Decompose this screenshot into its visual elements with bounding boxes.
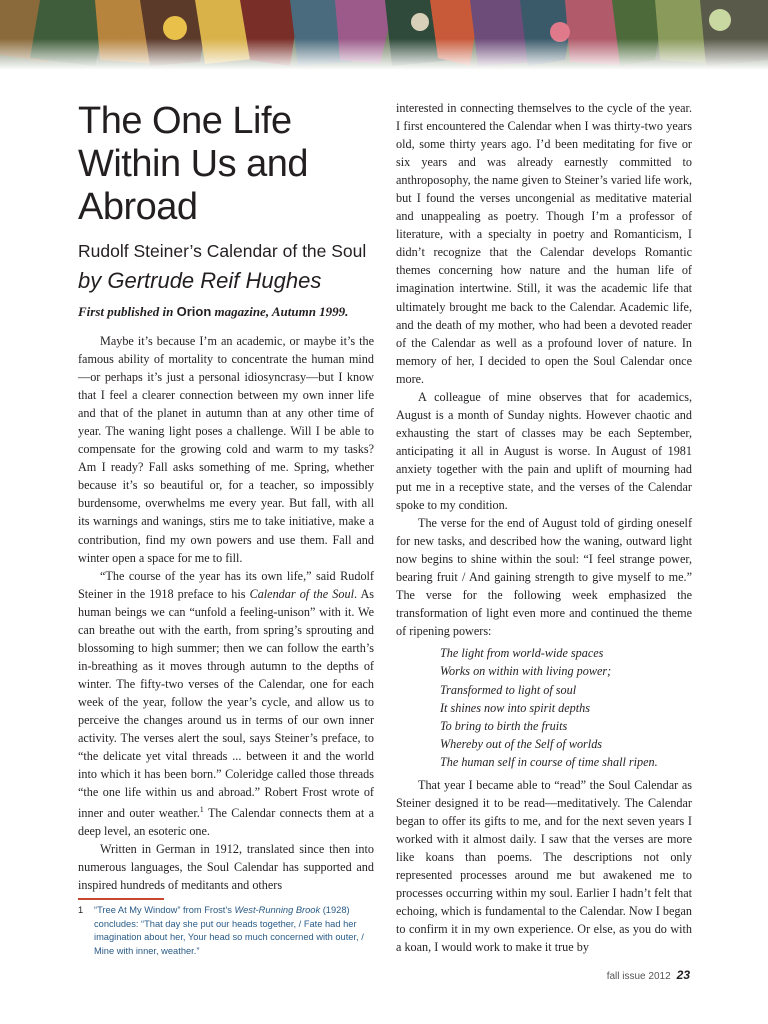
footnote-divider <box>78 898 164 900</box>
footnote-book-title: West-Running Brook <box>234 905 321 915</box>
footnote-text-part: (1928) concludes: “That day she put our heads together, / Fate had her imagination about her, Your head so much concerned with outer, / Mine with inner, weather.” <box>94 905 364 956</box>
body-paragraph <box>78 567 374 841</box>
body-paragraph: interested in connecting themselves to the cycle of the year. I first encountered the Calendar when I was thirty-two years old, some thirty years ago. I’d been meditating for five or six years and was already earnestly committed to anthroposophy, the name given to Steiner’s varied life work, but I found the verses uncongenial as meditative material and unappealing as poetry. Though I’m a professor of literature, with a specialty in poetry and Romanticism, I didn’t recognize that the Calendar develops Romantic themes concerning how nature and the human life of imagination intertwine. Still, it was the academic life that ultimately brought me back to the Calendar. Academic life, and the death of my mother, who had been a devoted reader of the Calendar as well as a profound lover of nature. In memory of her, I decided to open the Soul Calendar once more. <box>396 101 692 386</box>
body-column-right <box>396 99 692 956</box>
page-number: 23 <box>676 968 690 982</box>
verse-line: To bring to birth the fruits <box>440 718 568 733</box>
verse-line: The human self in course of time shall ripen. <box>440 754 658 769</box>
paragraph-text: “The course of the year has its own life,” said Rudolf Steiner in the 1918 preface to his <box>78 568 374 601</box>
page-folio <box>607 968 690 982</box>
body-paragraph: A colleague of mine observes that for academics, August is a month of Sunday nights. However chaotic and exhausting the start of classes may be each September, anticipating it all in August is worse. In August of 1981 anxiety together with the pain and uplift of mourning had put me in a receptive state, and the verses of the Calendar spoke to my condition. <box>396 389 692 513</box>
article-title <box>78 100 378 229</box>
footnote-marker[interactable]: 1 <box>199 805 204 815</box>
title-line-3: Abroad <box>78 186 198 228</box>
verse-line: It shines now into spirit depths <box>440 700 590 715</box>
publication-suffix: magazine, Autumn 1999. <box>211 304 349 319</box>
title-line-2: Within Us and <box>78 143 309 185</box>
paragraph-text: . As human beings we can “unfold a feeling-unison” with it. We can breathe out with the earth, from spring’s sprouting and blossoming to high summer; then we can follow the earth’s in-breathing as it moves through autumn to the depths of winter. The fifty-two verses of the Calendar, one for each week of the year, follow the year’s cycle, and allow us to perceive the changes around us in terms of our own inner activity. The verses alert the soul, says Steiner’s preface, to “the delicate yet vital threads ... between it and the world into which it has been born.” Coleridge called those threads “the one life within us and abroad.” Robert Frost wrote of inner and outer weather. <box>78 586 374 821</box>
issue-label: fall issue 2012 <box>606 971 671 982</box>
title-line-1: The One Life <box>78 100 292 142</box>
body-paragraph: That year I became able to “read” the Soul Calendar as Steiner designed it to be read—meditatively. The Calendar began to offer its gifts to me, and for the next seven years I worked with it almost daily. I saw that the verses are more like koans than poems. The descriptions not only represented processes around me but awakened me to processes occurring within my soul. Earlier I hadn’t felt that echoing, which is fundamental to the Calendar. Now I began to confirm it in my own experience. Or else, as you do with a koan, I would work to make it true by <box>396 777 692 955</box>
body-paragraph: Written in German in 1912, translated since then into numerous languages, the Soul Calendar has supported and inspired hundreds of meditants and others <box>78 842 374 893</box>
footnote-text <box>94 904 378 958</box>
verse-line: Whereby out of the Self of worlds <box>440 736 603 751</box>
header-collage-image <box>0 0 768 70</box>
book-title-emphasis: Calendar of the Soul <box>249 586 354 601</box>
magazine-name: Orion <box>176 304 212 319</box>
verse-line: The light from world-wide spaces <box>440 646 604 661</box>
publication-note <box>78 303 348 321</box>
article-subtitle: Rudolf Steiner’s Calendar of the Soul <box>78 241 367 261</box>
verse-quote <box>396 644 692 770</box>
paragraph-text: The Calendar connects them at a deep level, an esoteric one. <box>78 806 375 839</box>
author-byline: by Gertrude Reif Hughes <box>78 268 322 293</box>
footnote-text-part: “Tree At My Window” from Frost’s <box>94 905 235 915</box>
verse-line: Transformed to light of soul <box>440 682 577 697</box>
publication-prefix: First published in <box>78 304 177 319</box>
body-column-left <box>78 332 374 895</box>
body-paragraph: The verse for the end of August told of girding oneself for new tasks, and described how the waning, outward light now begins to shine within the soul: “I feel strange power, bearing fruit / And gaining strength to give myself to me.” The verse for the following week emphasized the transformation of light even more and continued the theme of ripening powers: <box>396 516 692 639</box>
verse-line: Works on within with living power; <box>440 664 612 679</box>
body-paragraph: Maybe it’s because I’m an academic, or maybe it’s the famous ability of mortality to concentrate the human mind—or perhaps it’s just a personal idiosyncrasy—but I know that I feel a clearer connection between my own inner life and that of the planet in autumn than at any other time of year. The waning light poses a challenge. Will I be able to compensate for the growing cold and warm to my tasks? Am I ready? Fall asks something of me. Spring, whether because it’s so beautiful or, for a teacher, so impossibly burdensome, overwhelms me every year. But fall, with all its warnings and wanings, stirs me to take initiative, make a contribution, find my own powers and use them. Fall and winter open a space for me to fill. <box>78 334 374 565</box>
footnote-number: 1 <box>78 905 84 915</box>
footnote <box>78 904 378 958</box>
